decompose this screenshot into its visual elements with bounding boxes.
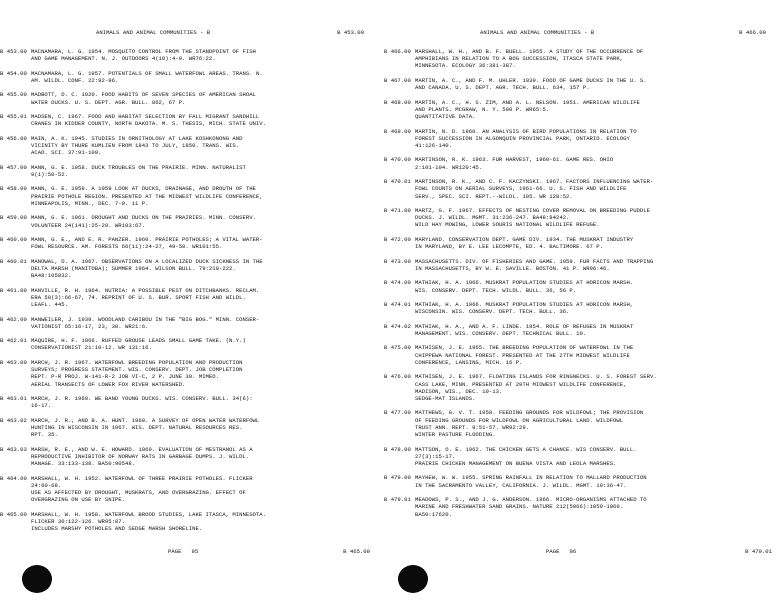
entry-text-line: AND PLANTS. MCGRAW, N. Y. 500 P. WR65:5. <box>415 105 550 113</box>
entry-text-line: 24:60-68. <box>31 481 62 489</box>
bibliography-entry <box>384 446 774 468</box>
entry-text-line: VOLUNTEER 24(141):25-29. WR103:67. <box>31 221 146 229</box>
entry-number: B 479.01 <box>384 496 411 504</box>
entry-number: B 468.00 <box>384 98 411 106</box>
entry-text-line: QUANTITATIVE DATA. <box>415 113 476 121</box>
bibliography-entry <box>384 128 774 150</box>
punch-hole <box>22 565 52 593</box>
bibliography-entry <box>0 446 372 468</box>
bibliography-entry <box>0 287 372 309</box>
entry-text-line: MARCH, J. R. 1967. WATERFOWL BREEDING POPULATION AND PRODUCTION <box>31 358 243 366</box>
entry-text-line: CRANES IN KIDDER COUNTY, NORTH DAKOTA. M. S. THESIS, MICH. STATE UNIV. <box>31 120 266 128</box>
entry-number: B 459.00 <box>0 214 27 222</box>
bibliography-entry <box>0 48 372 62</box>
entry-text-line: MATHIAK, H. A. 1966. MUSKRAT POPULATION STUDIES AT HORICON MARSH. <box>415 279 634 287</box>
entry-number: B 474.01 <box>384 301 411 309</box>
bibliography-entry <box>384 99 774 121</box>
entry-text-line: MARTIN, A. C., AND F. M. UHLER. 1939. FOOD OF GAME DUCKS IN THE U. S. <box>415 76 647 84</box>
entry-text-line: SEDGE-MAT ISLANDS. <box>415 394 476 402</box>
entry-text-line: MADBOTT, D. C. 1920. FOOD HABITS OF SEVEN SPECIES OF AMERICAN SHOAL <box>31 91 256 99</box>
bibliography-entry <box>0 164 372 178</box>
bibliography-entry <box>384 236 774 250</box>
bibliography-entry <box>0 135 372 157</box>
entry-number: B 463.03 <box>0 445 27 453</box>
entry-number: B 474.02 <box>384 322 411 330</box>
entry-number: B 467.00 <box>384 76 411 84</box>
entry-text-line: CASS LAKE, MINN. PRESENTED AT 29TH MIDWEST WILDLIFE CONFERENCE, <box>415 380 627 388</box>
entry-text-line: MANAGE. 33:133-138. BA50:90548. <box>31 460 136 468</box>
entry-text-line: CHIPPEWA NATIONAL FOREST. PRESENTED AT THE 27TH MIDWEST WILDLIFE <box>415 351 630 359</box>
bibliography-entry <box>0 113 372 127</box>
left-page <box>0 0 372 600</box>
entry-text-line: MEADOWS, P. S., AND J. G. ANDERSON. 1966. MICRO-ORGANISMS ATTACHED TO <box>415 496 647 504</box>
entry-text-line: MANVILLE, R. H. 1964. NUTRIA: A POSSIBLE PEST ON DITCHBANKS. RECLAM. <box>31 286 260 294</box>
entry-text-line: MINNEAPOLIS, MINN., DEC. 7-9. 11 P. <box>31 199 149 207</box>
entry-text-line: SERV., SPEC. SCI. REPT.--WILDL. 105. WR 128:52. <box>415 192 573 200</box>
entry-text-line: CONFERENCE, LANSING, MICH. 16 P. <box>415 358 523 366</box>
bibliography-entry <box>384 474 774 488</box>
entry-number: B 469.00 <box>384 127 411 135</box>
entry-text-line: MAIN, A. K. 1945. STUDIES IN ORNITHOLOGY AT LAKE KOSHKONONG AND <box>31 134 243 142</box>
entry-text-line: BA50:17620. <box>415 510 452 518</box>
bibliography-entry <box>384 48 774 70</box>
entry-text-line: VATIONIST 65:16-17, 23, 30. WR21:6. <box>31 322 149 330</box>
entry-text-line: FOWL RESOURCE. AM. FORESTS 66(11):24-27, 49-50. WR101:55. <box>31 243 223 251</box>
entry-number: B 471.00 <box>384 207 411 215</box>
entry-text-line: MAQUIRE, H. F. 1966. RUFFED GROUSE LEADS SMALL GAME TAKE. (N.Y.) <box>31 337 246 345</box>
entry-text-line: MATHISEN, J. E. 1965. THE BREEDING POPULATION OF WATERFOWL IN THE <box>415 344 634 352</box>
entry-text-line: MARTIN, N. D. 1960. AN ANALYSIS OF BIRD POPULATIONS IN RELATION TO <box>415 127 637 135</box>
entry-text-line: MANOWAL, D. A. 1967. OBSERVATIONS ON A LOCALIZED DUCK SICKNESS IN THE <box>31 257 263 265</box>
bibliography-entry <box>384 496 774 518</box>
footer-code: B 465.00 <box>343 548 370 555</box>
bibliography-entry <box>384 323 774 337</box>
entry-text-line: WILD HAY MOWING, LOWER SOURIS NATIONAL WILDLIFE REFUGE. <box>415 221 600 229</box>
entry-text-line: MARTINSON, R. K. 1963. FUR HARVEST, 1960-61. GAME RES. OHIO <box>415 156 614 164</box>
entry-text-line: WINTER PASTURE FLOODING. <box>415 431 496 439</box>
entry-text-line: DUCKS. J. WILDL. MGMT. 31:236-247. BA48:84242. <box>415 214 570 222</box>
entry-text-line: 16-17. <box>31 402 52 410</box>
entry-text-line: WATER DUCKS. U. S. DEPT. AGR. BULL. 862, 67 P. <box>31 98 186 106</box>
entry-text-line: MANN, G. E. 1961. DROUGHT AND DUCKS ON THE PRAIRIES. MINN. CONSERV. <box>31 214 256 222</box>
entry-text-line: MINNESOTA. ECOLOGY 36:381-387. <box>415 62 516 70</box>
bibliography-entry <box>384 344 774 366</box>
entry-number: B 462.01 <box>0 337 27 345</box>
entry-number: B 458.00 <box>0 185 27 193</box>
entry-list <box>0 48 372 540</box>
entry-text-line: MANN, G. E., AND E. R. PANZER. 1960. PRAIRIE POTHOLES; A VITAL WATER- <box>31 236 263 244</box>
entry-text-line: USE AS AFFECTED BY DROUGHT, MUSKRATS, AND OVERGRAZING. EFFECT OF <box>31 488 246 496</box>
right-page <box>384 0 774 600</box>
entry-text-line: MARTIN, A. C., H. S. ZIM, AND A. L. NELSON. 1951. AMERICAN WILDLIFE <box>415 98 640 106</box>
entry-text-line: 9(1):50-52. <box>31 170 68 178</box>
entry-text-line: MACNAMARA, L. G. 1954. MOSQUITO CONTROL FROM THE STANDPOINT OF FISH <box>31 48 256 55</box>
entry-text-line: 2:101-104. WR120:45. <box>415 163 483 171</box>
entry-text-line: MARSHALL, W. H. 1958. WATERFOWL BROOD STUDIES, LAKE ITASCA, MINNESOTA. <box>31 510 266 518</box>
punch-hole <box>398 565 428 593</box>
bibliography-entry <box>384 373 774 402</box>
bibliography-entry <box>0 214 372 228</box>
entry-text-line: MASSACHUSETTS. DIV. OF FISHERIES AND GAME. 1959. FUR FACTS AND TRAPPING <box>415 257 654 265</box>
entry-text-line: OF FEEDING GROUNDS FOR WILDFOWL ON AGRICULTURAL LAND. WILDFOWL <box>415 416 624 424</box>
entry-text-line: TRUST ANN. REPT. 9:51-57. WR92:29. <box>415 423 530 431</box>
entry-text-line: MACNAMARA, L. G. 1957. POTENTIALS OF SMALL WATERFOWL AREAS. TRANS. N. <box>31 69 263 77</box>
entry-text-line: REPRODUCTIVE INHIBITOR OF NORWAY RATS IN GARBAGE DUMPS. J. WILDL. <box>31 452 250 460</box>
entry-text-line: MARCH, J. R. 1969. WE BAND YOUNG DUCKS. WIS. CONSERV. BULL. 34(6): <box>31 395 253 403</box>
page-footer <box>384 548 774 557</box>
entry-text-line: FOWL COUNTS ON AERIAL SURVEYS, 1961-66. U. S. FISH AND WILDLIFE <box>415 185 627 193</box>
bibliography-entry <box>384 156 774 170</box>
entry-text-line: MATHIAK, H. A., AND A. F. LINDE. 1954. ROLE OF REFUGES IN MUSKRAT <box>415 322 634 330</box>
entry-text-line: MARYLAND. CONSERVATION DEPT. GAME DIV. 1934. THE MUSKRAT INDUSTRY <box>415 235 634 243</box>
bibliography-entry <box>384 258 774 272</box>
entry-number: B 465.00 <box>0 510 27 518</box>
bibliography-entry <box>0 258 372 280</box>
entry-text-line: MANWEILER, J. 1939. WOODLAND CARIBOU IN THE "BIG BOG." MINN. CONSER- <box>31 315 260 323</box>
entry-text-line: WISCONSIN. WIS. CONSERV. DEPT. TECH. BULL. 36. <box>415 308 570 316</box>
entry-text-line: IN THE SACRAMENTO VALLEY, CALIFORNIA. J. WILDL. MGMT. 19:36-47. <box>415 481 627 489</box>
entry-number: B 474.00 <box>384 279 411 287</box>
entry-text-line: AM. WILDL. CONF. 22:92-96. <box>31 76 119 84</box>
entry-number: B 479.00 <box>384 474 411 482</box>
page-header <box>12 29 366 38</box>
entry-number: B 454.00 <box>0 69 27 77</box>
entry-number: B 463.01 <box>0 395 27 403</box>
entry-text-line: SURVEYS; PROGRESS STATEMENT. WIS. CONSERV. DEPT. JOB COMPLETION <box>31 366 243 374</box>
entry-number: B 456.00 <box>0 134 27 142</box>
entry-number: B 462.00 <box>0 315 27 323</box>
entry-number: B 473.00 <box>384 257 411 265</box>
entry-number: B 461.00 <box>0 286 27 294</box>
bibliography-entry <box>384 178 774 200</box>
bibliography-entry <box>0 475 372 504</box>
header-code: B 466.00 <box>739 29 766 36</box>
entry-text-line: MARTINSON, R. K., AND C. F. KACZYNSKI. 1967. FACTORS INFLUENCING WATER- <box>415 178 654 186</box>
entry-text-line: WIS. CONSERV. DEPT. TECH. WILDL. BULL. 36, 56 P. <box>415 286 577 294</box>
entry-text-line: MARINE AND FRESHWATER SAND GRAINS. NATURE 212(5066):1059-1060. <box>415 503 624 511</box>
bibliography-entry <box>384 409 774 438</box>
bibliography-entry <box>0 359 372 388</box>
bibliography-entry <box>384 207 774 229</box>
entry-text-line: REPT. P-R PROJ. W-141-R-2 JOB VI-C, 2 P. JUNE 30. MIMEO. <box>31 373 219 381</box>
entry-text-line: AND CANADA. U. S. DEPT. AGR. TECH. BULL. 634, 157 P. <box>415 84 590 92</box>
entry-text-line: 27(3):15-17. <box>415 452 456 460</box>
page-header <box>396 29 768 38</box>
entry-text-line: MADISON, WIS., DEC. 10-13. <box>415 387 503 395</box>
entry-text-line: IN MARYLAND, BY E. LEE LECOMPTE, ED. 4. BALTIMORE. 67 P. <box>415 243 603 251</box>
bibliography-entry <box>0 417 372 439</box>
entry-number: B 460.00 <box>0 236 27 244</box>
page-footer <box>0 548 372 557</box>
entry-text-line: ACAD. SCI. 37:91-109. <box>31 149 102 157</box>
bibliography-entry <box>384 77 774 91</box>
entry-text-line: AERIAL TRANSECTS OF LOWER FOX RIVER WATERSHED. <box>31 380 186 388</box>
entry-text-line: DELTA MARSH (MANITOBA); SUMMER 1964. WILSON BULL. 79:219-222. <box>31 264 236 272</box>
entry-text-line: MADSEN, C. 1967. FOOD AND HABITAT SELECTION BY FALL MIGRANT SANDHILL <box>31 113 260 121</box>
entry-text-line: MARSHALL, W. H., AND B. F. BUELL. 1955. A STUDY OF THE OCCURRENCE OF <box>415 48 644 55</box>
footer-code: B 479.01 <box>745 548 772 555</box>
entry-number: B 472.00 <box>384 235 411 243</box>
entry-number: B 470.00 <box>384 156 411 164</box>
entry-number: B 457.00 <box>0 163 27 171</box>
entry-list <box>384 48 774 525</box>
entry-text-line: IN MASSACHUSETTS, BY W. E. SAVILLE. BOSTON. 41 P. WR96:46. <box>415 264 610 272</box>
entry-text-line: AMPHIBIANS IN RELATION TO A BOG SUCCESSION, ITASCA STATE PARK, <box>415 55 624 63</box>
entry-number: B 455.01 <box>0 113 27 121</box>
bibliography-entry <box>0 337 372 351</box>
entry-text-line: MATTHEWS, G. V. T. 1958. FEEDING GROUNDS FOR WILDFOWL; THE PROVISION <box>415 409 644 417</box>
entry-text-line: PRAIRIE CHICKEN MANAGEMENT ON BUENA VISTA AND LEOLA MARSHES. <box>415 459 617 467</box>
bibliography-entry <box>384 301 774 315</box>
entry-number: B 463.02 <box>0 416 27 424</box>
entry-number: B 464.00 <box>0 474 27 482</box>
entry-number: B 478.00 <box>384 445 411 453</box>
page-number: PAGE 95 <box>168 548 199 555</box>
page-number: PAGE 96 <box>546 548 577 555</box>
entry-text-line: VICINITY BY THURE KUMLIEN FROM 1843 TO JULY, 1850. TRANS. WIS. <box>31 142 240 150</box>
entry-text-line: MAYHEW, W. W. 1955. SPRING RAINFALL IN RELATION TO MALLARD PRODUCTION <box>415 474 647 482</box>
entry-text-line: INCLUDES MARSHY POTHOLES AND SEDGE MARSH SHORELINE. <box>31 525 203 533</box>
entry-text-line: MATTSON, O. E. 1962. THE CHICKEN GETS A CHANCE. WIS CONSERV. BULL. <box>415 445 637 453</box>
entry-text-line: RPT. 35. <box>31 431 58 439</box>
header-code: B 453.00 <box>337 29 364 36</box>
entry-text-line: AND GAME MANAGEMENT. N. J. OUTDOORS 4(10):4-9. WR76:22. <box>31 55 216 63</box>
entry-text-line: MANAGEMENT. WIS. CONSERV. DEPT. TECHNICAL BULL. 10. <box>415 329 587 337</box>
entry-text-line: MARCH, J. R., AND B. A. HUNT. 1968. A SURVEY OF OPEN WATER WATERFOWL <box>31 416 260 424</box>
bibliography-entry <box>0 185 372 207</box>
bibliography-entry <box>0 316 372 330</box>
entry-number: B 470.01 <box>384 178 411 186</box>
entry-number: B 475.00 <box>384 344 411 352</box>
entry-number: B 460.01 <box>0 257 27 265</box>
bibliography-entry <box>0 70 372 84</box>
entry-text-line: CONSERVATIONIST 21:10-12. WR 131:16. <box>31 344 152 352</box>
entry-text-line: ERA 50(3):66-67, 74. REPRINT OF U. S. BUR. SPORT FISH AND WILDL. <box>31 293 246 301</box>
bibliography-entry <box>384 279 774 293</box>
entry-text-line: FOREST SUCCESSION IN ALGONQUIN PROVINCIAL PARK, ONTARIO. ECOLOGY <box>415 134 630 142</box>
entry-text-line: MARSH, R. E., AND W. E. HOWARD. 1969. EVALUATION OF MESTRANOL AS A <box>31 445 253 453</box>
bibliography-entry <box>0 511 372 533</box>
bibliography-entry <box>0 91 372 105</box>
entry-number: B 466.00 <box>384 48 411 55</box>
bibliography-entry <box>0 395 372 409</box>
entry-text-line: 41:126-140. <box>415 141 452 149</box>
entry-text-line: MARTZ, G. F. 1967. EFFECTS OF NESTING COVER REMOVAL ON BREEDING PUDDLE <box>415 207 650 215</box>
entry-number: B 463.00 <box>0 358 27 366</box>
entry-text-line: MATHISEN, J. E. 1967. FLOATING ISLANDS FOR RINGNECKS. U. S. FOREST SERV. <box>415 373 657 381</box>
entry-text-line: HUNTING IN WISCONSIN IN 1967. WIS. DEPT. NATURAL RESOURCES RES. <box>31 423 243 431</box>
entry-number: B 453.00 <box>0 48 27 55</box>
entry-text-line: MATHIAK, H. A. 1966. MUSKRAT POPULATION STUDIES AT HORICON MARSH, <box>415 301 634 309</box>
entry-text-line: MARSHALL, W. H. 1952. WATERFOWL OF THREE PRAIRIE POTHOLES. FLICKER <box>31 474 253 482</box>
header-title: ANIMALS AND ANIMAL COMMUNITIES - B <box>480 29 595 36</box>
entry-number: B 476.00 <box>384 373 411 381</box>
entry-text-line: OVERGRAZING ON USE BY SNIPE. <box>31 496 125 504</box>
entry-text-line: MANN, G. E. 1958. DUCK TROUBLES ON THE PRAIRIE. MINN. NATURALIST <box>31 163 246 171</box>
entry-number: B 477.00 <box>384 409 411 417</box>
entry-text-line: PRAIRIE POTHOLE REGION. PRESENTED AT THE MIDWEST WILDLIFE CONFERENCE, <box>31 192 263 200</box>
bibliography-entry <box>0 236 372 250</box>
header-title: ANIMALS AND ANIMAL COMMUNITIES - B <box>96 29 211 36</box>
entry-text-line: MANN, G. E. 1959. A 1959 LOOK AT DUCKS, DRAINAGE, AND DROUTH OF THE <box>31 185 256 193</box>
entry-text-line: LEAFL. 445. <box>31 301 68 309</box>
entry-text-line: FLICKER 30:122-126. WR95:87. <box>31 517 125 525</box>
entry-number: B 455.00 <box>0 91 27 99</box>
entry-text-line: BA48:105032. <box>31 272 72 280</box>
